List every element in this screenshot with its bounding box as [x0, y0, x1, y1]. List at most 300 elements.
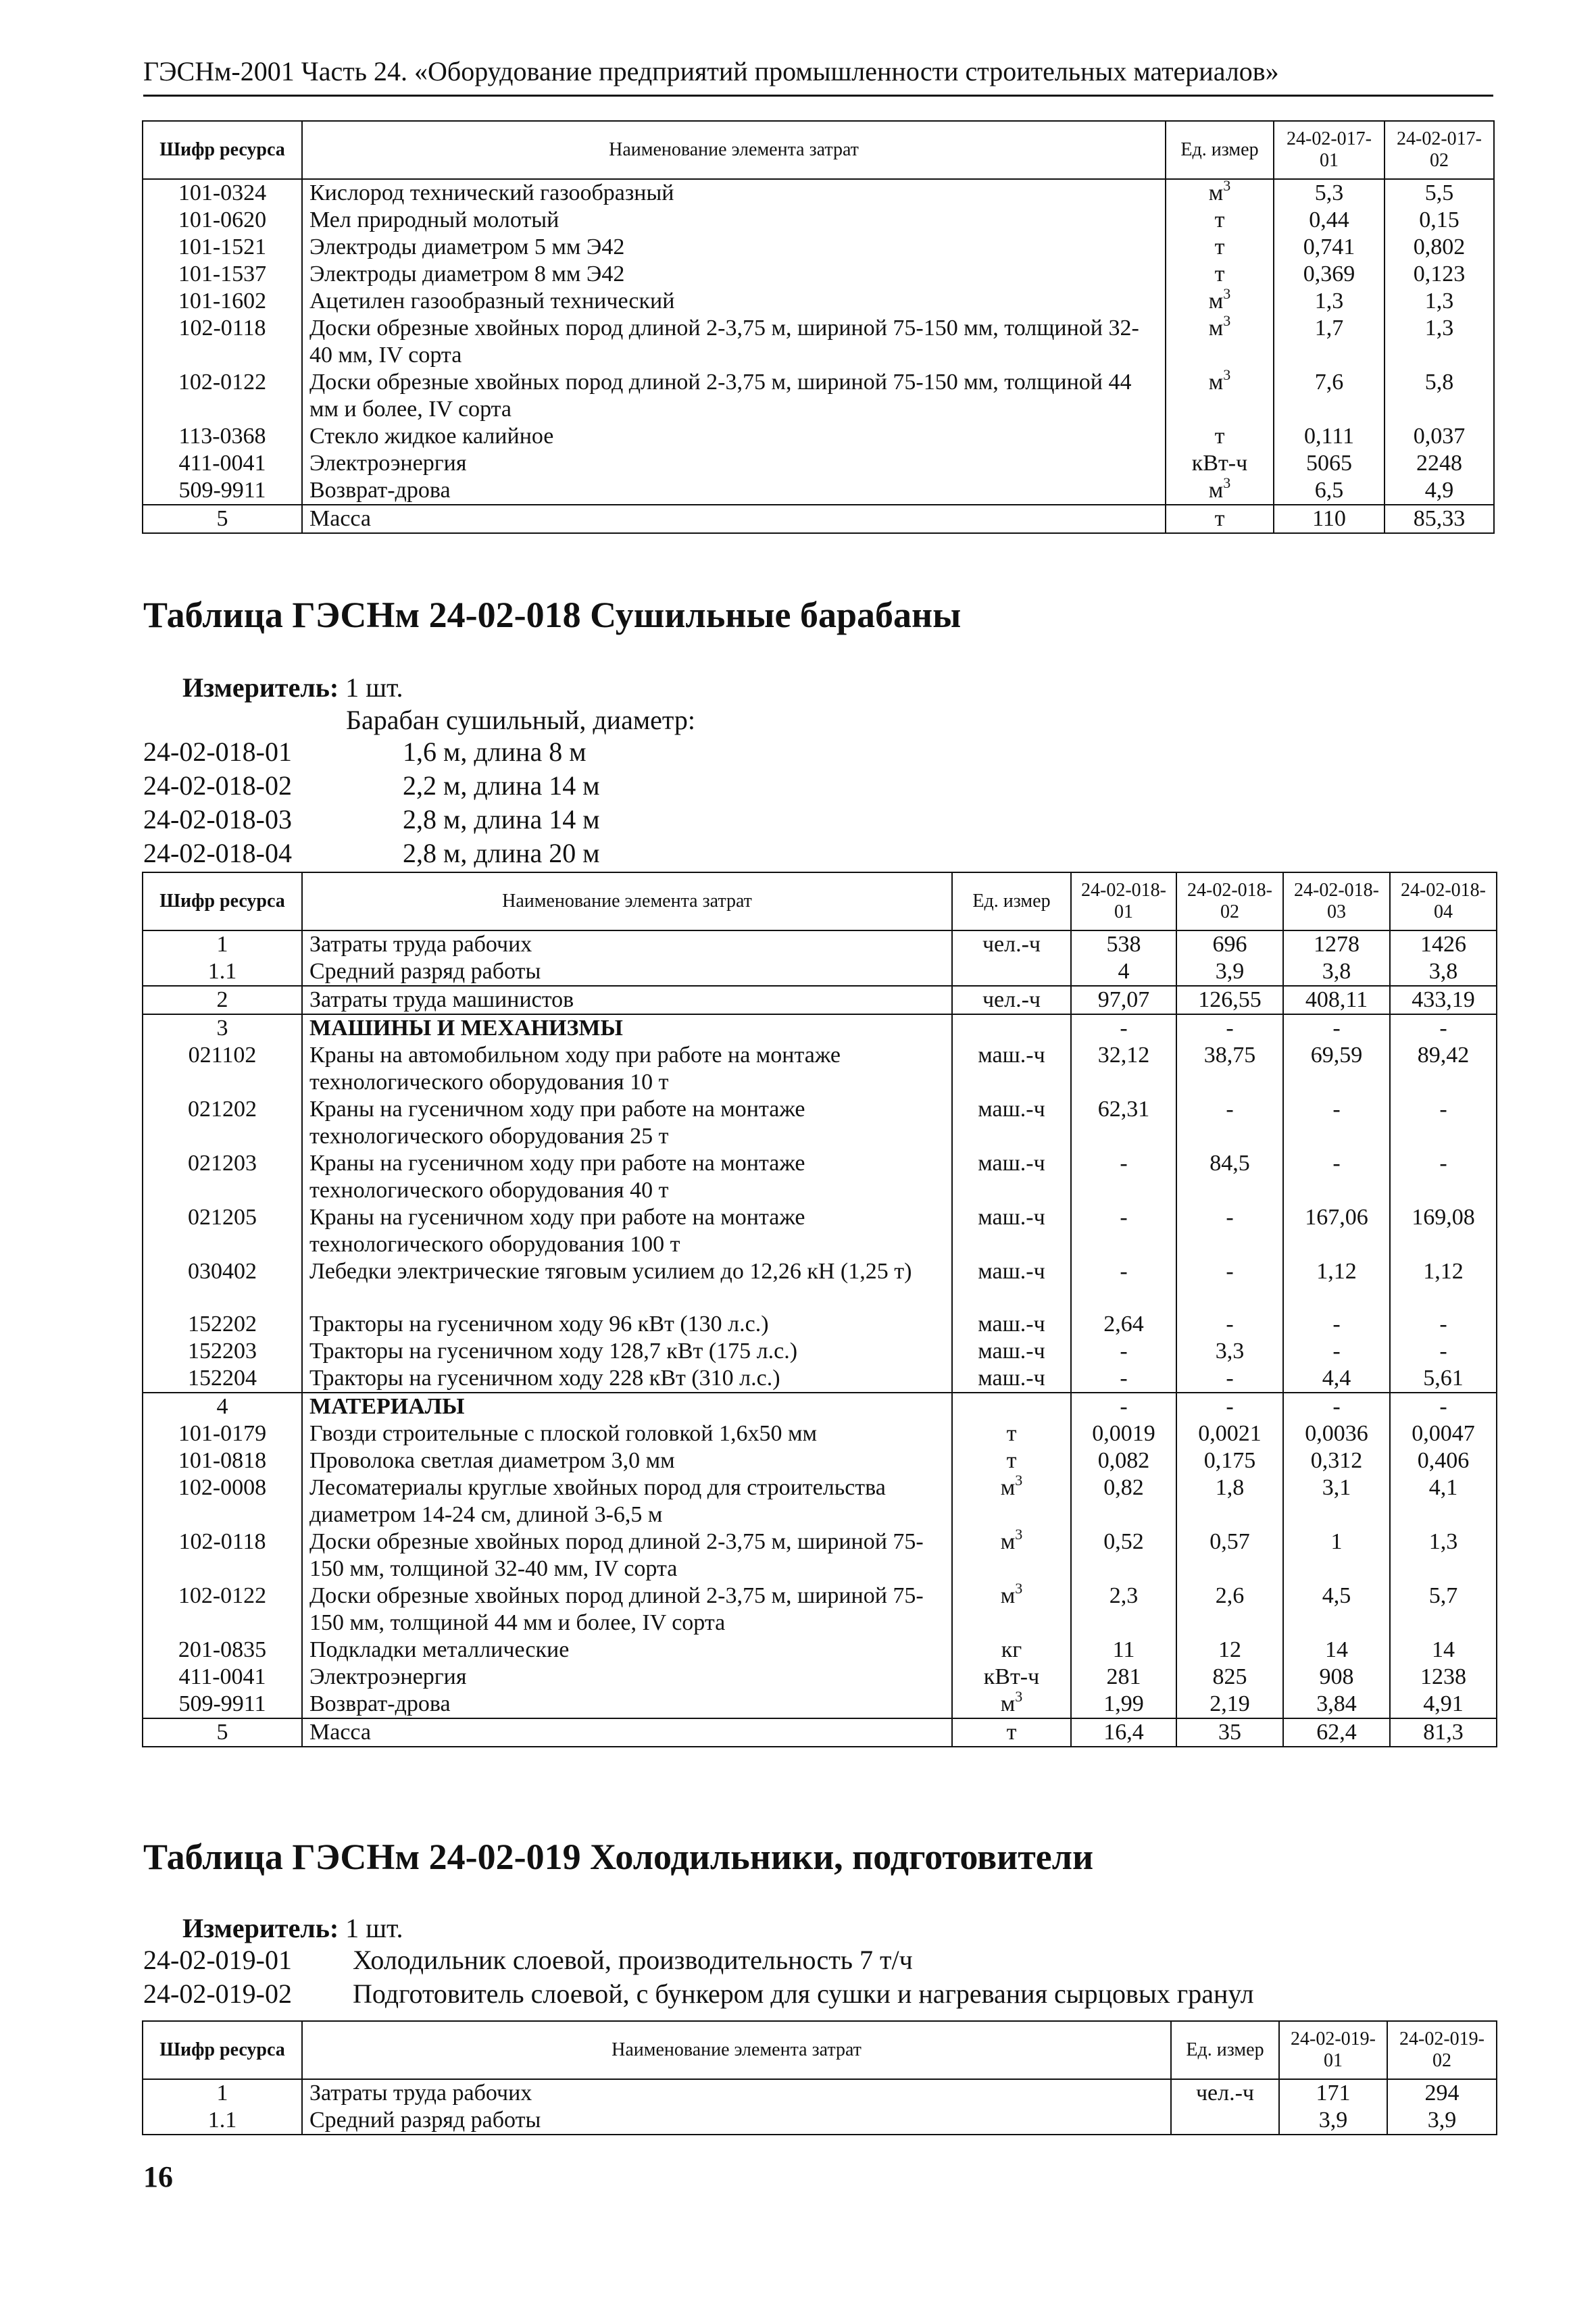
norm-value-cell: -: [1390, 1014, 1497, 1042]
unit-cell: кВт-ч: [952, 1664, 1071, 1691]
col-header-019-02: 24-02-019-02: [1387, 2021, 1497, 2079]
unit-cell: чел.-ч: [952, 986, 1071, 1014]
norm-value-cell: 3,9: [1176, 958, 1283, 986]
norm-value-cell: -: [1071, 1150, 1176, 1204]
cost-element-name-cell: Масса: [302, 1718, 952, 1747]
table-row: [143, 1150, 1497, 1204]
norm-value-cell: 167,06: [1283, 1204, 1390, 1258]
norm-value-cell: 825: [1176, 1664, 1283, 1691]
norm-value-cell: 2248: [1385, 450, 1494, 477]
norm-value-cell: 81,3: [1390, 1718, 1497, 1747]
norm-value-cell: 0,369: [1274, 261, 1385, 288]
norm-value-cell: -: [1283, 1150, 1390, 1204]
cost-element-name-cell: Затраты труда рабочих: [302, 2079, 1171, 2107]
resource-code-cell: 102-0118: [143, 1528, 302, 1583]
norm-value-cell: -: [1176, 1311, 1283, 1338]
unit-cell: маш.-ч: [952, 1204, 1071, 1258]
meter-019: [182, 1912, 403, 1945]
norm-value-cell: -: [1390, 1338, 1497, 1365]
norm-value-cell: 7,6: [1274, 369, 1385, 423]
cost-element-name-cell: Краны на гусеничном ходу при работе на монтаже технологического оборудования 25 т: [302, 1096, 952, 1150]
unit-cell: т: [1166, 261, 1274, 288]
col-header-code: Шифр ресурса: [143, 121, 302, 179]
norm-value-cell: 4,5: [1283, 1583, 1390, 1637]
norm-value-cell: 0,0019: [1071, 1420, 1176, 1447]
variant-code: 24-02-019-02: [143, 1978, 292, 2009]
norm-value-cell: 433,19: [1390, 986, 1497, 1014]
table-row: [143, 1664, 1497, 1691]
resource-code-cell: 113-0368: [143, 423, 302, 450]
cost-element-name-cell: Лесоматериалы круглые хвойных пород для строительства диаметром 14-24 см, длиной 3-6,5 м: [302, 1474, 952, 1528]
norm-value-cell: -: [1283, 1393, 1390, 1420]
resource-code-cell: 101-1521: [143, 234, 302, 261]
norm-value-cell: 0,406: [1390, 1447, 1497, 1474]
table-title-019: Таблица ГЭСНм 24-02-019 Холодильники, подготовители: [143, 1837, 1094, 1877]
table-row: [143, 234, 1494, 261]
resource-code-cell: 509-9911: [143, 477, 302, 505]
resource-code-cell: 1.1: [143, 2107, 302, 2135]
unit-superscript: 3: [1015, 1472, 1023, 1489]
norm-value-cell: 169,08: [1390, 1204, 1497, 1258]
norm-value-cell: 171: [1279, 2079, 1387, 2107]
col-header-018-02: 24-02-018-02: [1176, 872, 1283, 930]
resource-code-cell: 152203: [143, 1338, 302, 1365]
norm-value-cell: 3,8: [1283, 958, 1390, 986]
norm-value-cell: -: [1390, 1393, 1497, 1420]
norm-value-cell: 4,91: [1390, 1691, 1497, 1718]
resource-table-019: [142, 2020, 1497, 2135]
resource-table-018: [142, 872, 1497, 1747]
cost-element-name-cell: Электроэнергия: [302, 1664, 952, 1691]
meter-label: Измеритель:: [182, 1913, 339, 1943]
norm-value-cell: -: [1283, 1096, 1390, 1150]
resource-code-cell: 021102: [143, 1042, 302, 1096]
cost-element-name-cell: Доски обрезные хвойных пород длиной 2-3,75 м, шириной 75-150 мм, толщиной 44 мм и более, IV сорта: [302, 369, 1166, 423]
norm-value-cell: -: [1071, 1338, 1176, 1365]
norm-value-cell: 1426: [1390, 930, 1497, 958]
unit-cell: чел.-ч: [952, 930, 1071, 958]
table-row: [143, 958, 1497, 986]
norm-value-cell: 3,9: [1387, 2107, 1497, 2135]
norm-value-cell: 84,5: [1176, 1150, 1283, 1204]
norm-value-cell: 5,3: [1274, 179, 1385, 207]
norm-value-cell: 408,11: [1283, 986, 1390, 1014]
norm-value-cell: 0,0047: [1390, 1420, 1497, 1447]
variant-code: 24-02-018-03: [143, 804, 292, 835]
cost-element-name-cell: Тракторы на гусеничном ходу 128,7 кВт (175 л.с.): [302, 1338, 952, 1365]
table-row: [143, 1014, 1497, 1042]
table-row: [143, 369, 1494, 423]
norm-value-cell: 126,55: [1176, 986, 1283, 1014]
col-header-code: Шифр ресурса: [143, 2021, 302, 2079]
unit-superscript: 3: [1223, 366, 1231, 383]
resource-code-cell: 411-0041: [143, 1664, 302, 1691]
norm-value-cell: -: [1071, 1393, 1176, 1420]
unit-cell: маш.-ч: [952, 1096, 1071, 1150]
cost-element-name-cell: Краны на гусеничном ходу при работе на монтаже технологического оборудования 100 т: [302, 1204, 952, 1258]
variants-heading: Барабан сушильный, диаметр:: [346, 705, 695, 735]
table-row: [143, 1583, 1497, 1637]
unit-cell: кг: [952, 1637, 1071, 1664]
unit-superscript: 3: [1223, 474, 1231, 491]
norm-value-cell: 2,64: [1071, 1311, 1176, 1338]
cost-element-name-cell: МАШИНЫ И МЕХАНИЗМЫ: [302, 1014, 952, 1042]
norm-value-cell: 2,3: [1071, 1583, 1176, 1637]
col-header-name: Наименование элемента затрат: [302, 121, 1166, 179]
table2-body: [143, 930, 1497, 1747]
cost-element-name-cell: Проволока светлая диаметром 3,0 мм: [302, 1447, 952, 1474]
variant-code: 24-02-019-01: [143, 1945, 292, 1975]
resource-code-cell: 4: [143, 1393, 302, 1420]
resource-code-cell: 102-0122: [143, 1583, 302, 1637]
norm-value-cell: -: [1071, 1014, 1176, 1042]
resource-code-cell: 101-1602: [143, 288, 302, 315]
resource-code-cell: 3: [143, 1014, 302, 1042]
norm-value-cell: 32,12: [1071, 1042, 1176, 1096]
meter-label: Измеритель:: [182, 672, 339, 703]
unit-cell: [952, 1014, 1071, 1042]
resource-table-017: [142, 120, 1495, 534]
col-header-name: Наименование элемента затрат: [302, 2021, 1171, 2079]
norm-value-cell: 110: [1274, 505, 1385, 533]
norm-value-cell: -: [1283, 1311, 1390, 1338]
unit-superscript: 3: [1223, 177, 1231, 194]
unit-cell: т: [952, 1447, 1071, 1474]
norm-value-cell: -: [1283, 1014, 1390, 1042]
header-rule: [143, 95, 1493, 97]
resource-code-cell: 021202: [143, 1096, 302, 1150]
norm-value-cell: -: [1176, 1204, 1283, 1258]
norm-value-cell: 0,57: [1176, 1528, 1283, 1583]
unit-superscript: 3: [1015, 1580, 1023, 1597]
table-row: [143, 1718, 1497, 1747]
norm-value-cell: 62,4: [1283, 1718, 1390, 1747]
cost-element-name-cell: Доски обрезные хвойных пород длиной 2-3,75 м, шириной 75-150 мм, толщиной 32-40 мм, IV сорта: [302, 315, 1166, 369]
norm-value-cell: -: [1071, 1365, 1176, 1393]
unit-cell: $м^3$: [1166, 179, 1274, 207]
table-row: [143, 1691, 1497, 1718]
norm-value-cell: -: [1176, 1393, 1283, 1420]
norm-value-cell: 1278: [1283, 930, 1390, 958]
table-row: [143, 1365, 1497, 1393]
norm-value-cell: 1,3: [1385, 315, 1494, 369]
cost-element-name-cell: Гвозди строительные с плоской головкой 1,6x50 мм: [302, 1420, 952, 1447]
variant-desc: 2,8 м, длина 20 м: [403, 838, 600, 868]
norm-value-cell: 62,31: [1071, 1096, 1176, 1150]
norm-value-cell: 5,7: [1390, 1583, 1497, 1637]
norm-value-cell: 69,59: [1283, 1042, 1390, 1096]
unit-cell: кВт-ч: [1166, 450, 1274, 477]
table-row: [143, 1311, 1497, 1338]
unit-cell: маш.-ч: [952, 1150, 1071, 1204]
norm-value-cell: 5,8: [1385, 369, 1494, 423]
col-header-018-03: 24-02-018-03: [1283, 872, 1390, 930]
cost-element-name-cell: Затраты труда рабочих: [302, 930, 952, 958]
cost-element-name-cell: Средний разряд работы: [302, 2107, 1171, 2135]
variant-desc: 1,6 м, длина 8 м: [403, 737, 587, 767]
norm-value-cell: 4,9: [1385, 477, 1494, 505]
running-header: ГЭСНм-2001 Часть 24. «Оборудование предприятий промышленности строительных материалов»: [143, 56, 1279, 86]
cost-element-name-cell: Краны на автомобильном ходу при работе на монтаже технологического оборудования 10 т: [302, 1042, 952, 1096]
cost-element-name-cell: Тракторы на гусеничном ходу 228 кВт (310 л.с.): [302, 1365, 952, 1393]
resource-code-cell: 102-0118: [143, 315, 302, 369]
unit-cell: маш.-ч: [952, 1338, 1071, 1365]
col-header-unit: Ед. измер: [1171, 2021, 1279, 2079]
norm-value-cell: 1,12: [1283, 1258, 1390, 1311]
norm-value-cell: -: [1176, 1096, 1283, 1150]
table-row: [143, 207, 1494, 234]
norm-value-cell: 3,1: [1283, 1474, 1390, 1528]
table-row: [143, 986, 1497, 1014]
cost-element-name-cell: Возврат-дрова: [302, 1691, 952, 1718]
col-header-code: Шифр ресурса: [143, 872, 302, 930]
norm-value-cell: 0,15: [1385, 207, 1494, 234]
norm-value-cell: -: [1071, 1258, 1176, 1311]
unit-cell: маш.-ч: [952, 1365, 1071, 1393]
norm-value-cell: 97,07: [1071, 986, 1176, 1014]
unit-cell: [952, 958, 1071, 986]
unit-cell: $м^3$: [952, 1583, 1071, 1637]
norm-value-cell: 0,082: [1071, 1447, 1176, 1474]
unit-cell: $м^3$: [1166, 369, 1274, 423]
table3-body: [143, 2079, 1497, 2135]
resource-code-cell: 030402: [143, 1258, 302, 1311]
norm-value-cell: -: [1176, 1365, 1283, 1393]
meter-018: [182, 672, 403, 704]
norm-value-cell: 5065: [1274, 450, 1385, 477]
norm-value-cell: 6,5: [1274, 477, 1385, 505]
table1-body: [143, 179, 1494, 533]
norm-value-cell: 294: [1387, 2079, 1497, 2107]
norm-value-cell: 1,12: [1390, 1258, 1497, 1311]
norm-value-cell: 3,8: [1390, 958, 1497, 986]
col-header-name: Наименование элемента затрат: [302, 872, 952, 930]
norm-value-cell: 0,037: [1385, 423, 1494, 450]
norm-value-cell: 1238: [1390, 1664, 1497, 1691]
table-row: [143, 261, 1494, 288]
unit-cell: маш.-ч: [952, 1311, 1071, 1338]
table-row: [143, 1393, 1497, 1420]
resource-code-cell: 101-0324: [143, 179, 302, 207]
norm-value-cell: 11: [1071, 1637, 1176, 1664]
norm-value-cell: -: [1176, 1014, 1283, 1042]
norm-value-cell: 1,8: [1176, 1474, 1283, 1528]
col-header-017-01: 24-02-017-01: [1274, 121, 1385, 179]
norm-value-cell: 3,3: [1176, 1338, 1283, 1365]
table-row: [143, 1096, 1497, 1150]
table-row: [143, 2107, 1497, 2135]
table-row: [143, 1042, 1497, 1096]
norm-value-cell: 1: [1283, 1528, 1390, 1583]
resource-code-cell: 152202: [143, 1311, 302, 1338]
variant-code: 24-02-018-02: [143, 770, 292, 801]
table-row: [143, 1258, 1497, 1311]
unit-cell: т: [1166, 207, 1274, 234]
page-number: 16: [143, 2160, 173, 2193]
cost-element-name-cell: Мел природный молотый: [302, 207, 1166, 234]
table-row: [143, 1637, 1497, 1664]
norm-value-cell: 1,3: [1390, 1528, 1497, 1583]
table-row: [143, 1474, 1497, 1528]
table-row: [143, 2079, 1497, 2107]
resource-code-cell: 101-0818: [143, 1447, 302, 1474]
unit-cell: [952, 1393, 1071, 1420]
resource-code-cell: 509-9911: [143, 1691, 302, 1718]
unit-cell: т: [1166, 505, 1274, 533]
norm-value-cell: 281: [1071, 1664, 1176, 1691]
norm-value-cell: 14: [1283, 1637, 1390, 1664]
cost-element-name-cell: Затраты труда машинистов: [302, 986, 952, 1014]
resource-code-cell: 101-0179: [143, 1420, 302, 1447]
norm-value-cell: 0,123: [1385, 261, 1494, 288]
cost-element-name-cell: Масса: [302, 505, 1166, 533]
table-row: [143, 1420, 1497, 1447]
table-row: [143, 930, 1497, 958]
unit-cell: $м^3$: [1166, 315, 1274, 369]
table-row: [143, 315, 1494, 369]
norm-value-cell: 4: [1071, 958, 1176, 986]
col-header-018-04: 24-02-018-04: [1390, 872, 1497, 930]
cost-element-name-cell: Электроэнергия: [302, 450, 1166, 477]
resource-code-cell: 021203: [143, 1150, 302, 1204]
resource-code-cell: 1.1: [143, 958, 302, 986]
cost-element-name-cell: Средний разряд работы: [302, 958, 952, 986]
norm-value-cell: 696: [1176, 930, 1283, 958]
cost-element-name-cell: Подкладки металлические: [302, 1637, 952, 1664]
unit-cell: маш.-ч: [952, 1258, 1071, 1311]
table-row: [143, 1338, 1497, 1365]
resource-code-cell: 101-1537: [143, 261, 302, 288]
unit-cell: $м^3$: [952, 1691, 1071, 1718]
norm-value-cell: 12: [1176, 1637, 1283, 1664]
norm-value-cell: 0,802: [1385, 234, 1494, 261]
norm-value-cell: 2,19: [1176, 1691, 1283, 1718]
table-row: [143, 450, 1494, 477]
norm-value-cell: 0,52: [1071, 1528, 1176, 1583]
resource-code-cell: 5: [143, 505, 302, 533]
norm-value-cell: 35: [1176, 1718, 1283, 1747]
unit-cell: т: [1166, 234, 1274, 261]
cost-element-name-cell: МАТЕРИАЛЫ: [302, 1393, 952, 1420]
variant-code: 24-02-018-01: [143, 737, 292, 767]
resource-code-cell: 2: [143, 986, 302, 1014]
col-header-017-02: 24-02-017-02: [1385, 121, 1494, 179]
norm-value-cell: 1,99: [1071, 1691, 1176, 1718]
norm-value-cell: 0,741: [1274, 234, 1385, 261]
norm-value-cell: 0,44: [1274, 207, 1385, 234]
norm-value-cell: 5,5: [1385, 179, 1494, 207]
norm-value-cell: 538: [1071, 930, 1176, 958]
unit-superscript: 3: [1015, 1688, 1023, 1705]
norm-value-cell: -: [1390, 1096, 1497, 1150]
table-row: [143, 1204, 1497, 1258]
col-header-unit: Ед. измер: [952, 872, 1071, 930]
norm-value-cell: 14: [1390, 1637, 1497, 1664]
norm-value-cell: -: [1283, 1338, 1390, 1365]
cost-element-name-cell: Ацетилен газообразный технический: [302, 288, 1166, 315]
cost-element-name-cell: Кислород технический газообразный: [302, 179, 1166, 207]
meter-value: 1 шт.: [345, 1913, 403, 1943]
norm-value-cell: 1,3: [1385, 288, 1494, 315]
col-header-018-01: 24-02-018-01: [1071, 872, 1176, 930]
unit-cell: $м^3$: [952, 1474, 1071, 1528]
cost-element-name-cell: Доски обрезные хвойных пород длиной 2-3,75 м, шириной 75-150 мм, толщиной 44 мм и более, IV сорта: [302, 1583, 952, 1637]
norm-value-cell: 0,312: [1283, 1447, 1390, 1474]
unit-cell: $м^3$: [952, 1528, 1071, 1583]
norm-value-cell: 0,0036: [1283, 1420, 1390, 1447]
cost-element-name-cell: Доски обрезные хвойных пород длиной 2-3,75 м, шириной 75-150 мм, толщиной 32-40 мм, IV сорта: [302, 1528, 952, 1583]
variant-desc: 2,2 м, длина 14 м: [403, 770, 600, 801]
table-row: [143, 477, 1494, 505]
cost-element-name-cell: Лебедки электрические тяговым усилием до 12,26 кН (1,25 т): [302, 1258, 952, 1311]
table-row: [143, 1528, 1497, 1583]
norm-value-cell: 0,111: [1274, 423, 1385, 450]
variant-desc: Подготовитель слоевой, с бункером для сушки и нагревания сырцовых гранул: [353, 1978, 1254, 2009]
norm-value-cell: -: [1071, 1204, 1176, 1258]
norm-value-cell: -: [1390, 1311, 1497, 1338]
resource-code-cell: 411-0041: [143, 450, 302, 477]
norm-value-cell: 2,6: [1176, 1583, 1283, 1637]
resource-code-cell: 102-0008: [143, 1474, 302, 1528]
table-row: [143, 505, 1494, 533]
unit-cell: т: [952, 1420, 1071, 1447]
resource-code-cell: 201-0835: [143, 1637, 302, 1664]
table-row: [143, 1447, 1497, 1474]
norm-value-cell: 1,3: [1274, 288, 1385, 315]
resource-code-cell: 152204: [143, 1365, 302, 1393]
cost-element-name-cell: Краны на гусеничном ходу при работе на монтаже технологического оборудования 40 т: [302, 1150, 952, 1204]
norm-value-cell: 0,0021: [1176, 1420, 1283, 1447]
norm-value-cell: 85,33: [1385, 505, 1494, 533]
norm-value-cell: 3,9: [1279, 2107, 1387, 2135]
norm-value-cell: 4,1: [1390, 1474, 1497, 1528]
resource-code-cell: 101-0620: [143, 207, 302, 234]
cost-element-name-cell: Стекло жидкое калийное: [302, 423, 1166, 450]
col-header-unit: Ед. измер: [1166, 121, 1274, 179]
unit-cell: т: [952, 1718, 1071, 1747]
unit-superscript: 3: [1223, 285, 1231, 302]
cost-element-name-cell: Возврат-дрова: [302, 477, 1166, 505]
variant-code: 24-02-018-04: [143, 838, 292, 868]
unit-superscript: 3: [1223, 312, 1231, 329]
norm-value-cell: 89,42: [1390, 1042, 1497, 1096]
col-header-019-01: 24-02-019-01: [1279, 2021, 1387, 2079]
unit-cell: маш.-ч: [952, 1042, 1071, 1096]
variant-desc: Холодильник слоевой, производительность 7 т/ч: [353, 1945, 913, 1975]
unit-cell: [1171, 2107, 1279, 2135]
norm-value-cell: -: [1176, 1258, 1283, 1311]
norm-value-cell: 3,84: [1283, 1691, 1390, 1718]
norm-value-cell: 5,61: [1390, 1365, 1497, 1393]
norm-value-cell: 38,75: [1176, 1042, 1283, 1096]
norm-value-cell: 4,4: [1283, 1365, 1390, 1393]
norm-value-cell: 0,82: [1071, 1474, 1176, 1528]
cost-element-name-cell: Электроды диаметром 5 мм Э42: [302, 234, 1166, 261]
table-row: [143, 179, 1494, 207]
norm-value-cell: 908: [1283, 1664, 1390, 1691]
table-row: [143, 288, 1494, 315]
unit-cell: т: [1166, 423, 1274, 450]
norm-value-cell: 0,175: [1176, 1447, 1283, 1474]
resource-code-cell: 5: [143, 1718, 302, 1747]
norm-value-cell: 16,4: [1071, 1718, 1176, 1747]
unit-cell: $м^3$: [1166, 288, 1274, 315]
unit-superscript: 3: [1015, 1526, 1023, 1543]
resource-code-cell: 1: [143, 2079, 302, 2107]
meter-value: 1 шт.: [345, 672, 403, 703]
table-row: [143, 423, 1494, 450]
resource-code-cell: 1: [143, 930, 302, 958]
